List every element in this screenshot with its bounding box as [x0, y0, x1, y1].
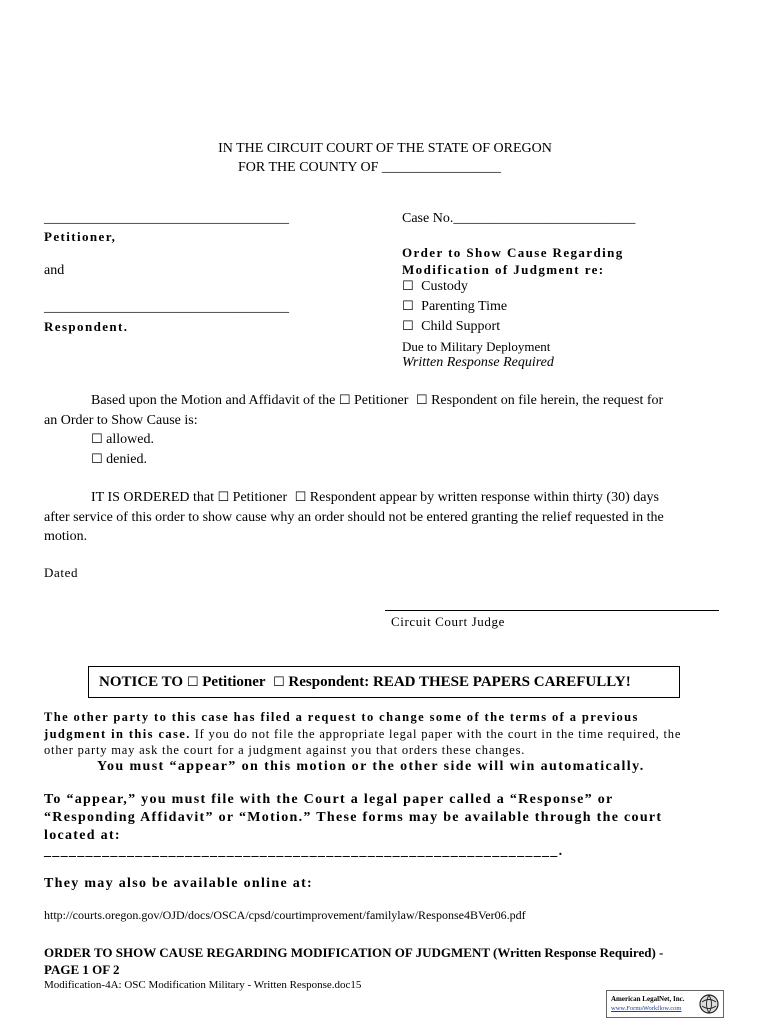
footer-page: PAGE 1 OF 2 [44, 962, 120, 977]
notice-line3: other party may ask the court for a judgment against you that orders these changes. [44, 743, 526, 757]
paragraph-2-line3: motion. [44, 529, 88, 544]
written-response-label: Written Response Required [402, 355, 554, 370]
respondent-blank: ___________________________________ [44, 300, 289, 315]
petitioner-label: Petitioner, [44, 229, 117, 244]
footer-file: Modification-4A: OSC Modification Military - Written Response.doc15 [44, 979, 362, 991]
respondent-label: Respondent. [44, 319, 129, 334]
dated-label: Dated [44, 565, 79, 580]
checkbox-icon[interactable]: ☐ [294, 490, 307, 505]
respondent-text: Respondent [431, 393, 498, 408]
checkbox-icon[interactable]: ☐ [217, 490, 230, 505]
checkbox-icon[interactable]: ☐ [91, 432, 103, 447]
case-number: Case No.__________________________ [402, 211, 636, 226]
appear-line3: located at: [44, 828, 121, 843]
option-child-support[interactable] [402, 319, 500, 335]
logo-url[interactable]: www.FormsWorkflow.com [611, 1005, 682, 1012]
checkbox-icon[interactable]: ☐ [273, 675, 285, 690]
option-label: Custody [421, 279, 468, 294]
p2-end-text: appear by written response within thirty (30) days [379, 490, 659, 505]
p2-start-text: IT IS ORDERED that [91, 490, 215, 505]
petitioner-text: Petitioner [353, 393, 409, 408]
notice-line2-rest: If you do not file the appropriate legal paper with the court in the time required, the [190, 727, 682, 741]
p1-start-text: Based upon the Motion and Affidavit of the [91, 393, 336, 408]
court-location-blank: ______________________________________________________________. [44, 844, 564, 859]
due-to-label: Due to Military Deployment [402, 339, 551, 354]
allowed-label: allowed. [106, 432, 154, 447]
online-label: They may also be available online at: [44, 876, 313, 891]
signature-line [385, 610, 719, 611]
denied-label: denied. [106, 452, 147, 467]
option-label: Parenting Time [421, 299, 508, 314]
appear-line2: “Responding Affidavit” or “Motion.” These forms may be available through the court [44, 810, 663, 825]
notice-line2 [44, 727, 681, 742]
notice-line1: The other party to this case has filed a request to change some of the terms of a previous [44, 710, 639, 724]
petitioner-text: Petitioner [232, 490, 288, 505]
appear-warning: You must “appear” on this motion or the other side will win automatically. [97, 759, 645, 774]
online-url[interactable]: http://courts.oregon.gov/OJD/docs/OSCA/cpsd/courtimprovement/familylaw/Response4BVer06.pdf [44, 908, 526, 922]
judge-label: Circuit Court Judge [391, 614, 505, 629]
checkbox-icon[interactable]: ☐ [186, 675, 199, 690]
checkbox-icon[interactable]: ☐ [338, 393, 351, 408]
checkbox-icon[interactable]: ☐ [402, 279, 414, 294]
order-title-line2: Modification of Judgment re: [402, 262, 605, 277]
option-parenting-time[interactable] [402, 299, 507, 315]
checkbox-icon[interactable]: ☐ [402, 299, 414, 314]
paragraph-2-line2: after service of this order to show cause why an order should not be entered granting the relief requested in the [44, 510, 664, 525]
paragraph-1-line2: an Order to Show Cause is: [44, 413, 198, 428]
and-label: and [44, 263, 65, 278]
notice-prefix: NOTICE TO [99, 674, 184, 690]
petitioner-blank: ___________________________________ [44, 211, 289, 226]
county-line: FOR THE COUNTY OF _________________ [238, 160, 501, 175]
order-title-line1: Order to Show Cause Regarding [402, 245, 624, 260]
paragraph-2-line1 [91, 490, 659, 506]
notice-suffix: Respondent: READ THESE PAPERS CAREFULLY! [288, 674, 631, 690]
checkbox-icon[interactable]: ☐ [402, 319, 414, 334]
paragraph-1-line1 [91, 393, 663, 409]
checkbox-icon[interactable]: ☐ [91, 452, 103, 467]
publisher-logo[interactable] [606, 990, 724, 1018]
option-allowed[interactable] [91, 432, 154, 448]
checkbox-icon[interactable]: ☐ [415, 393, 428, 408]
option-denied[interactable] [91, 452, 147, 468]
court-header: IN THE CIRCUIT COURT OF THE STATE OF OREGON [218, 141, 552, 156]
notice-box [88, 666, 680, 698]
option-label: Child Support [421, 319, 501, 334]
footer-title: ORDER TO SHOW CAUSE REGARDING MODIFICATION OF JUDGMENT (Written Response Required) - [44, 945, 664, 960]
appear-line1: To “appear,” you must file with the Court a legal paper called a “Response” or [44, 792, 614, 807]
logo-name: American LegalNet, Inc. [611, 995, 685, 1003]
notice-line2-bold: judgment in this case. [44, 727, 191, 741]
p1-end-text: on file herein, the request for [500, 393, 664, 408]
option-custody[interactable] [402, 279, 468, 295]
globe-icon [699, 994, 719, 1014]
respondent-text: Respondent [309, 490, 376, 505]
notice-petitioner: Petitioner [202, 674, 266, 690]
